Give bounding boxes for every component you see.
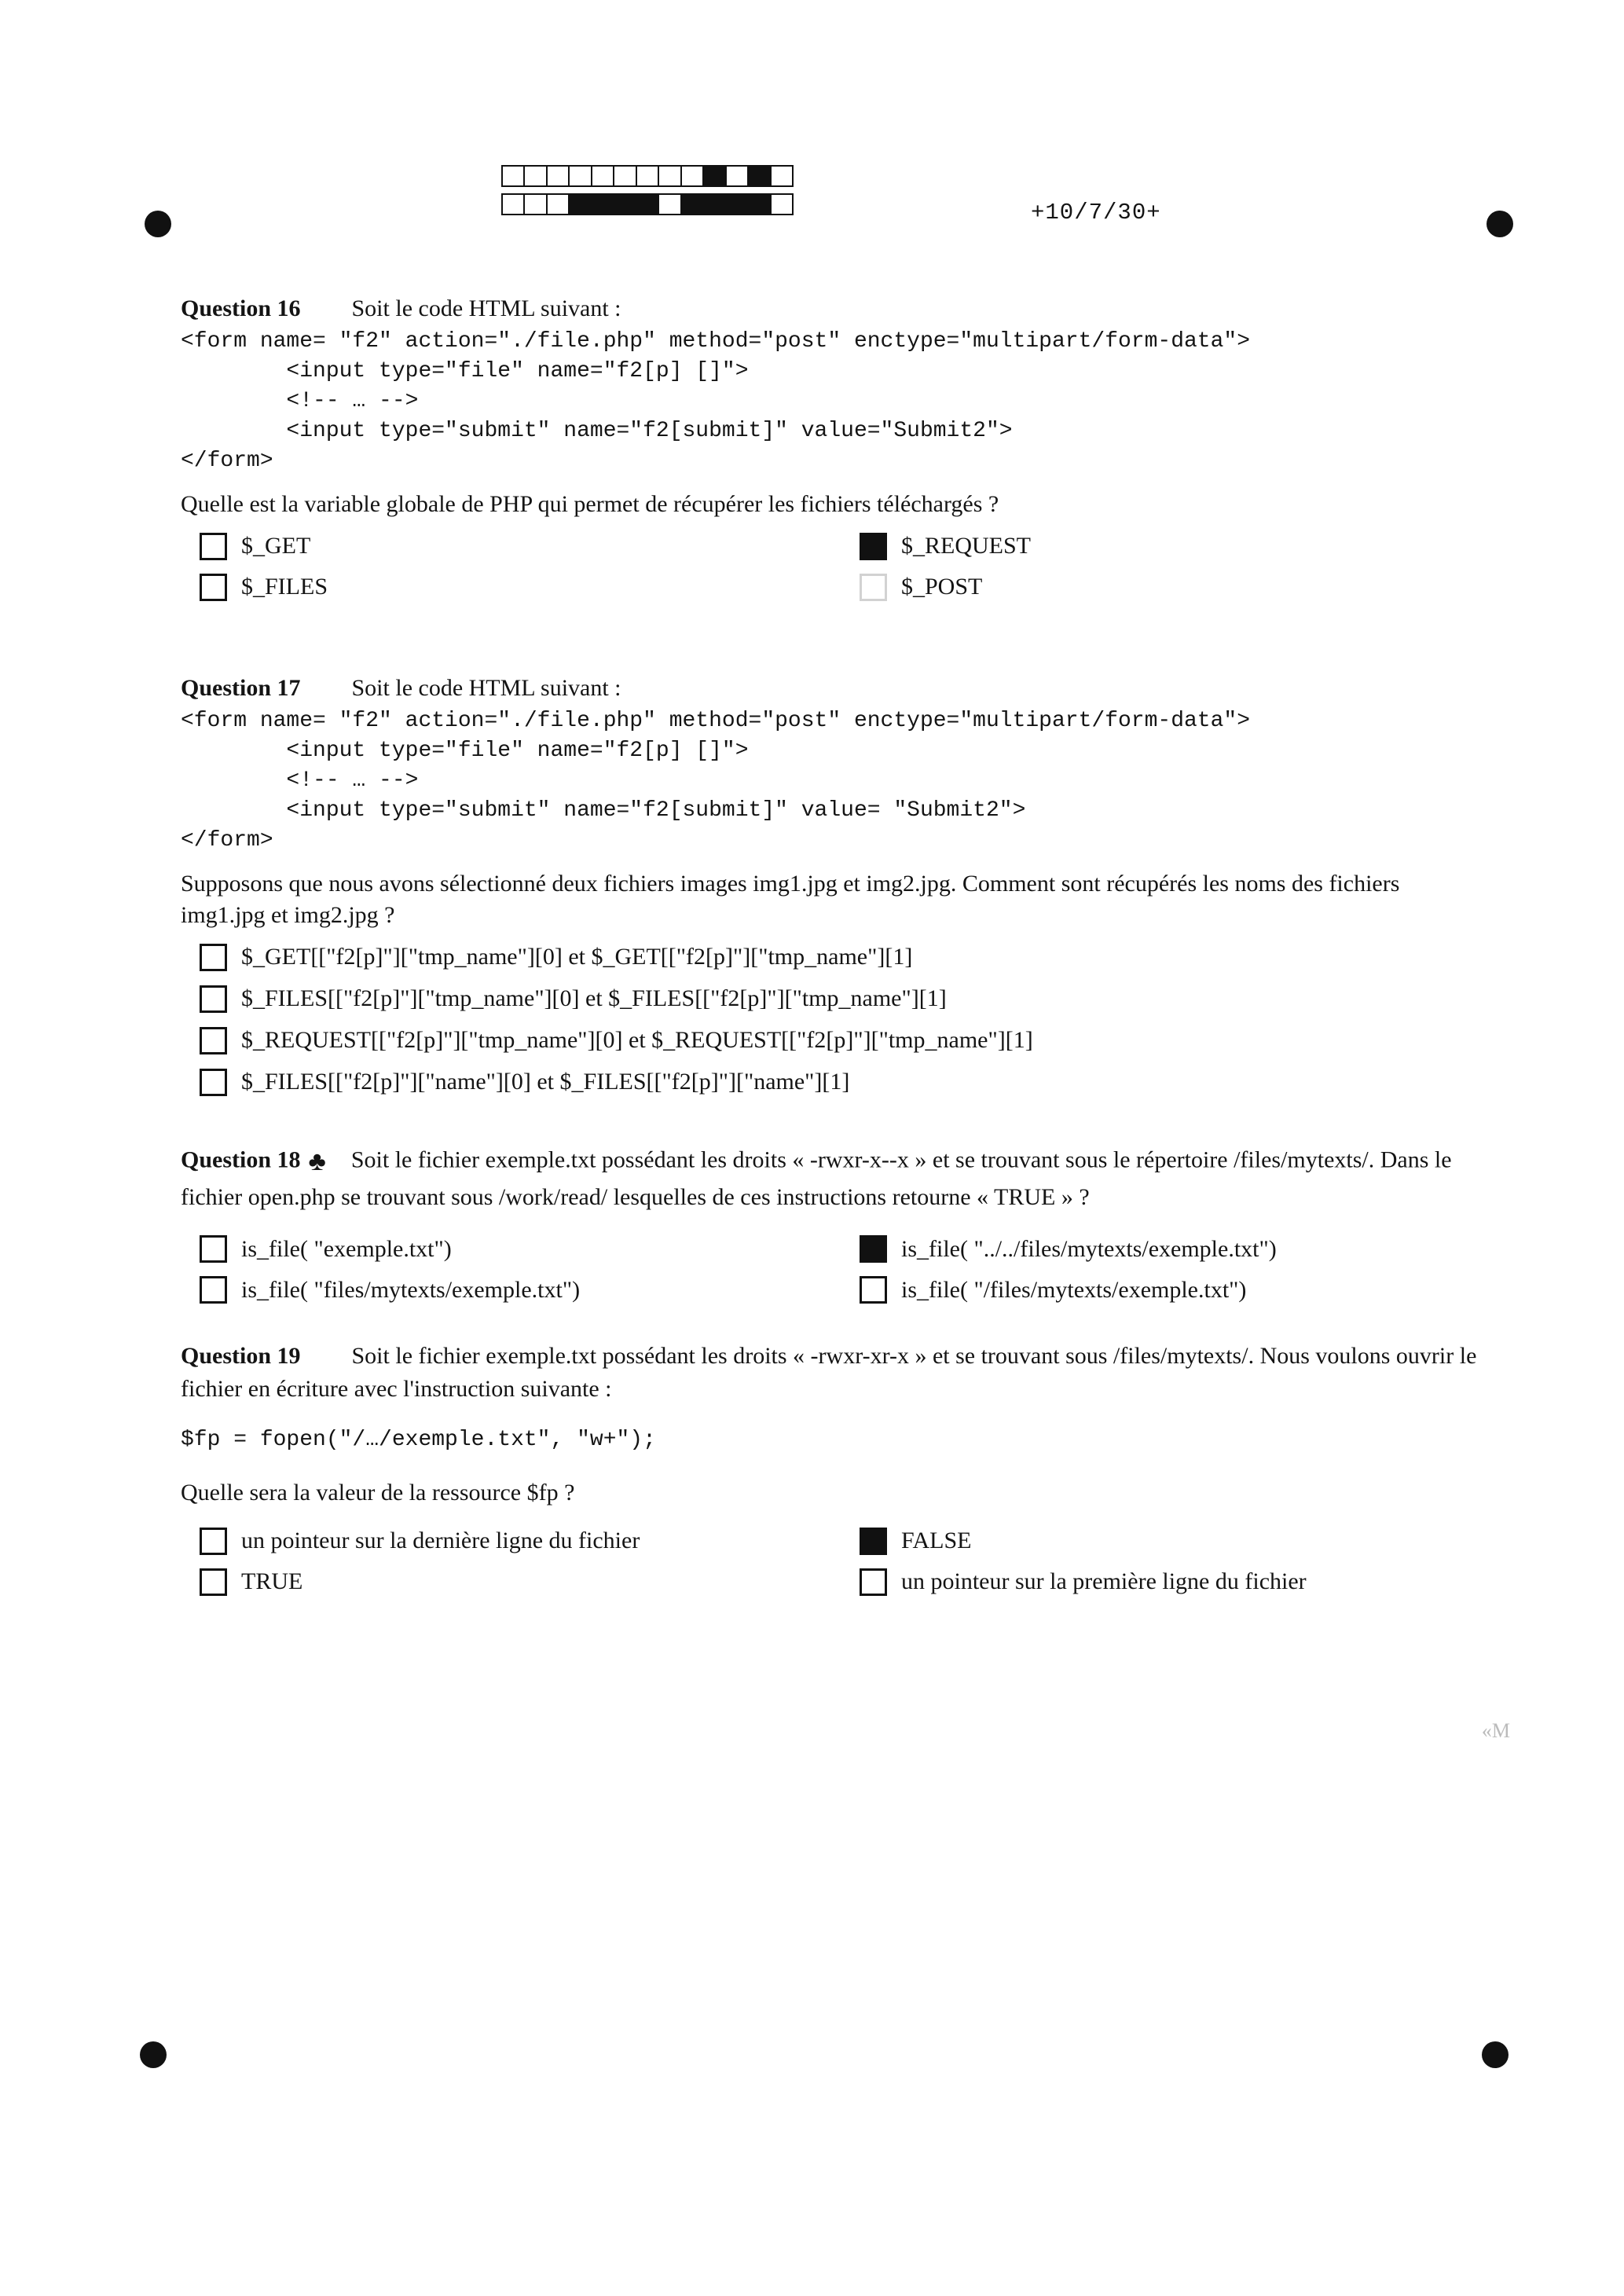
option-first-line-pointer[interactable]: [860, 1564, 1504, 1600]
option-request[interactable]: [860, 528, 1504, 564]
option-label: $_FILES[["f2[p]"]["tmp_name"][0] et $_FILES[["f2[p]"]["tmp_name"][1]: [241, 985, 947, 1011]
question-19-title: [181, 1340, 1485, 1406]
barcode-cell: [614, 167, 636, 185]
option-request-tmp-name[interactable]: [200, 1022, 1485, 1058]
barcode-cell: [682, 195, 704, 214]
question-17-intro: Soit le code HTML suivant :: [351, 675, 621, 701]
option-label: $_REQUEST[["f2[p]"]["tmp_name"][0] et $_REQUEST[["f2[p]"]["tmp_name"][1]: [241, 1027, 1033, 1053]
option-get-tmp-name[interactable]: [200, 939, 1485, 975]
question-16-intro: Soit le code HTML suivant :: [351, 295, 621, 321]
option-get[interactable]: [200, 528, 860, 564]
barcode-cell: [592, 195, 614, 214]
bottom-left-registration-mark: [140, 2041, 167, 2068]
option-true[interactable]: [200, 1564, 860, 1600]
question-17: [181, 672, 1485, 1100]
question-17-prompt: Supposons que nous avons sélectionné deux fichiers images img1.jpg et img2.jpg. Comment sont récupérés les noms des fichiers img1.jpg et img2.jpg ?: [181, 871, 1400, 928]
top-left-registration-mark: [145, 211, 171, 237]
barcode-cell: [704, 167, 726, 185]
checkbox[interactable]: [860, 533, 887, 560]
checkbox[interactable]: [860, 1276, 887, 1304]
question-18: [181, 1143, 1485, 1308]
checkbox[interactable]: [200, 1568, 227, 1596]
question-19: [181, 1340, 1485, 1600]
barcode-cell: [570, 167, 592, 185]
barcode-cell: [749, 167, 771, 185]
barcode-cell: [659, 195, 681, 214]
spacer: [181, 1214, 1485, 1231]
checkbox[interactable]: [860, 1528, 887, 1555]
barcode-cell: [727, 195, 749, 214]
option-files-name[interactable]: [200, 1064, 1485, 1100]
barcode-cell: [548, 167, 570, 185]
option-is-file-exemple[interactable]: [200, 1231, 860, 1267]
code-line: <input type="submit" name="f2[submit]" value="Submit2">: [181, 419, 1013, 443]
barcode-cell: [659, 167, 681, 185]
barcode-cell: [525, 195, 547, 214]
checkbox[interactable]: [860, 1235, 887, 1263]
question-18-options: [200, 1231, 1485, 1308]
question-16-prompt: Quelle est la variable globale de PHP qui permet de récupérer les fichiers téléchargés ?: [181, 491, 999, 517]
question-16-label: Question 16: [181, 295, 301, 321]
option-label: un pointeur sur la première ligne du fichier: [901, 1568, 1307, 1595]
barcode-cell: [548, 195, 570, 214]
barcode-cell: [749, 195, 771, 214]
question-19-code-line: $fp = fopen("/…/exemple.txt", "w+");: [181, 1428, 656, 1452]
checkbox[interactable]: [860, 1568, 887, 1596]
barcode-cell: [637, 167, 659, 185]
option-label: is_file( "/files/mytexts/exemple.txt"): [901, 1276, 1247, 1303]
barcode-cell: [570, 195, 592, 214]
top-right-registration-mark: [1487, 211, 1513, 237]
checkbox[interactable]: [200, 574, 227, 601]
barcode-cell: [727, 167, 749, 185]
question-17-options: [200, 939, 1485, 1100]
code-line: </form>: [181, 828, 273, 853]
question-18-number: Question 18: [181, 1146, 301, 1173]
option-label: $_GET[["f2[p]"]["tmp_name"][0] et $_GET[["f2[p]"]["tmp_name"][1]: [241, 944, 913, 970]
option-label: $_FILES[["f2[p]"]["name"][0] et $_FILES[["f2[p]"]["name"][1]: [241, 1069, 850, 1095]
question-18-title: [181, 1143, 1485, 1214]
code-line: <!-- … -->: [181, 768, 419, 793]
checkbox[interactable]: [200, 1528, 227, 1555]
club-icon: ♣: [308, 1147, 326, 1176]
barcode-cell: [682, 167, 704, 185]
question-17-label: Question 17: [181, 675, 301, 701]
checkbox[interactable]: [200, 1069, 227, 1096]
question-17-code-block: [181, 706, 1485, 856]
option-files-tmp-name[interactable]: [200, 981, 1485, 1017]
question-16-options: [200, 528, 1485, 605]
question-19-label: Question 19: [181, 1343, 301, 1369]
barcode-cell: [772, 167, 792, 185]
code-line: <!-- … -->: [181, 389, 419, 413]
option-label: $_FILES: [241, 574, 328, 600]
bottom-right-registration-mark: [1482, 2041, 1509, 2068]
page-id-code: +10/7/30+: [1031, 200, 1161, 226]
option-label: $_GET: [241, 533, 311, 559]
option-false[interactable]: [860, 1523, 1504, 1559]
barcode-cell: [503, 167, 525, 185]
option-files[interactable]: [200, 569, 860, 605]
code-line: <input type="file" name="f2[p] []">: [181, 359, 749, 383]
code-line: <input type="file" name="f2[p] []">: [181, 739, 749, 763]
option-label: is_file( "files/mytexts/exemple.txt"): [241, 1276, 581, 1303]
barcode-cell: [614, 195, 636, 214]
question-18-intro: Soit le fichier exemple.txt possédant les droits « -rwxr-x--x » et se trouvant sous le répertoire /files/mytexts/. Dans le fichier open.php se trouvant sous /work/read/ lesquelles de ces instructions retourne « TRUE » ?: [181, 1146, 1452, 1210]
option-is-file-relative-up[interactable]: [860, 1231, 1504, 1267]
code-line: </form>: [181, 449, 273, 473]
option-label: $_POST: [901, 574, 983, 600]
barcode-cell: [525, 167, 547, 185]
question-19-intro: Soit le fichier exemple.txt possédant les droits « -rwxr-xr-x » et se trouvant sous /files/mytexts/. Nous voulons ouvrir le fichier en écriture avec l'instruction suivante :: [181, 1343, 1477, 1402]
option-post[interactable]: [860, 569, 1504, 605]
option-label: is_file( "../../files/mytexts/exemple.txt"): [901, 1235, 1277, 1262]
spacer: [181, 1406, 1485, 1425]
checkbox[interactable]: [200, 944, 227, 971]
checkbox[interactable]: [200, 1235, 227, 1263]
code-line: <input type="submit" name="f2[submit]" value= "Submit2">: [181, 798, 1026, 823]
question-19-prompt: Quelle sera la valeur de la ressource $fp ?: [181, 1480, 575, 1506]
checkbox[interactable]: [200, 985, 227, 1013]
question-17-title: [181, 672, 1485, 706]
option-label: is_file( "exemple.txt"): [241, 1235, 452, 1262]
question-16-title: [181, 292, 1485, 327]
barcode-cell: [503, 195, 525, 214]
question-16-code-block: [181, 327, 1485, 476]
option-is-file-absolute[interactable]: [860, 1272, 1504, 1308]
page-barcode-top-row: [501, 165, 794, 187]
question-19-options: [200, 1523, 1485, 1600]
option-label: $_REQUEST: [901, 533, 1031, 559]
code-line: <form name= "f2" action="./file.php" method="post" enctype="multipart/form-data">: [181, 709, 1251, 733]
barcode-cell: [704, 195, 726, 214]
barcode-cell: [637, 195, 659, 214]
checkbox[interactable]: [200, 1027, 227, 1054]
question-18-label: [181, 1143, 326, 1181]
option-label: TRUE: [241, 1568, 303, 1595]
option-label: un pointeur sur la dernière ligne du fichier: [241, 1528, 640, 1554]
question-16: [181, 292, 1485, 605]
page-barcode-bottom-row: [501, 193, 794, 215]
checkbox[interactable]: [860, 574, 887, 601]
option-label: FALSE: [901, 1528, 972, 1554]
checkbox[interactable]: [200, 1276, 227, 1304]
checkbox[interactable]: [200, 533, 227, 560]
stray-ink-mark: «M: [1481, 1719, 1510, 1742]
barcode-cell: [592, 167, 614, 185]
code-line: <form name= "f2" action="./file.php" method="post" enctype="multipart/form-data">: [181, 329, 1251, 354]
option-last-line-pointer[interactable]: [200, 1523, 860, 1559]
option-is-file-relative[interactable]: [200, 1272, 860, 1308]
barcode-cell: [772, 195, 792, 214]
